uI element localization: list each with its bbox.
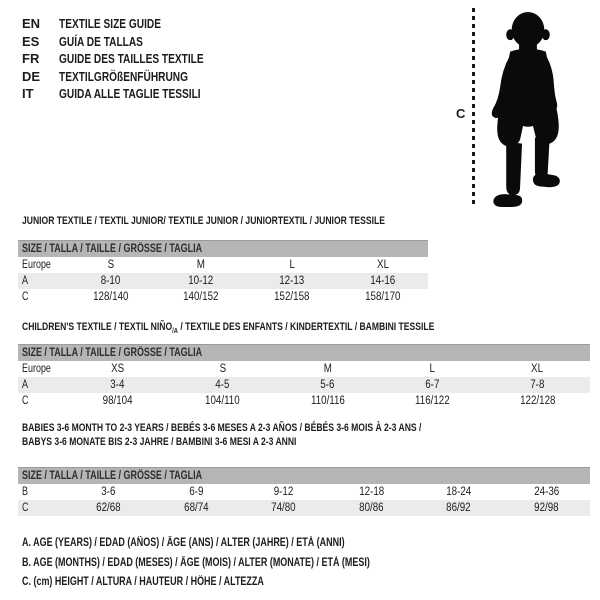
- table-cell: 140/152: [183, 291, 219, 303]
- table-row-height: [18, 289, 428, 305]
- language-title: GUÍA DE TALLAS: [59, 33, 143, 49]
- table-cell: 110/116: [310, 395, 345, 407]
- table-cell: 98/104: [102, 395, 133, 407]
- language-title: GUIDA ALLE TAGLIE TESSILI: [59, 86, 201, 101]
- size-header-band: [18, 344, 590, 361]
- table-cell: 86/92: [446, 502, 471, 514]
- table-cell: 80/86: [359, 502, 384, 514]
- language-row-en: [22, 15, 244, 33]
- babies-title-line2: BABYS 3-6 MONATE BIS 2-3 JAHRE / BAMBINI 3-6 MESI A 2-3 ANNI: [22, 436, 297, 448]
- language-list: [22, 15, 244, 103]
- footnote-c: C. (cm) HEIGHT / ALTURA / HAUTEUR / HÖHE / ALTEZZA: [22, 576, 264, 588]
- language-code: DE: [22, 68, 41, 84]
- junior-section-title-text: JUNIOR TEXTILE / TEXTIL JUNIOR/ TEXTILE JUNIOR / JUNIORTEXTIL / JUNIOR TESSILE: [22, 215, 385, 227]
- row-label: Europe: [22, 363, 51, 375]
- language-row-de: [22, 68, 244, 86]
- height-dotted-line: [472, 8, 475, 207]
- language-title: GUIDE DES TAILLES TEXTILE: [59, 51, 204, 66]
- table-cell: 3-4: [110, 379, 125, 391]
- table-cell: L: [429, 363, 436, 375]
- table-cell: 158/170: [364, 291, 401, 303]
- language-row-fr: [22, 50, 244, 68]
- language-row-it: [22, 85, 244, 103]
- row-label: Europe: [22, 259, 51, 271]
- table-cell: M: [323, 363, 332, 375]
- table-cell: 6-9: [189, 486, 204, 498]
- table-cell: XL: [376, 259, 389, 271]
- row-label: B: [22, 486, 28, 498]
- row-label: C: [22, 395, 29, 407]
- children-size-table: [18, 344, 590, 409]
- table-cell: XL: [531, 363, 544, 375]
- table-cell: 104/110: [205, 395, 240, 407]
- language-title: TEXTILE SIZE GUIDE: [59, 16, 161, 31]
- table-cell: 10-12: [188, 275, 214, 287]
- table-cell: 74/80: [271, 502, 296, 514]
- row-label: A: [22, 275, 28, 287]
- size-header-band: [18, 467, 590, 484]
- table-cell: 9-12: [273, 486, 294, 498]
- footnotes: [22, 534, 468, 593]
- table-cell: 5-6: [320, 379, 335, 391]
- table-cell: 122/128: [519, 395, 556, 407]
- table-cell: 14-16: [370, 275, 396, 287]
- footnote-a: A. AGE (YEARS) / EDAD (AÑOS) / ÂGE (ANS) / ALTER (JAHRE) / ETÀ (ANNI): [22, 537, 345, 549]
- table-cell: 6-7: [425, 379, 440, 391]
- babies-title-line1: BABIES 3-6 MONTH TO 2-3 YEARS / BEBÉS 3-6 MESES A 2-3 AÑOS / BÉBÉS 3-6 MOIS À 2-3 ANS /: [22, 422, 422, 434]
- baby-silhouette-image: [481, 9, 573, 207]
- table-cell: M: [197, 259, 206, 271]
- table-cell: XS: [110, 363, 125, 375]
- junior-section-title: [22, 214, 487, 228]
- babies-section-title: [22, 421, 534, 449]
- language-code: EN: [22, 16, 41, 31]
- table-cell: 128/140: [92, 291, 129, 303]
- table-cell: S: [107, 259, 114, 271]
- junior-size-table: [18, 240, 428, 305]
- table-cell: 12-13: [279, 275, 305, 287]
- language-code: ES: [22, 33, 40, 49]
- table-row-europe: [18, 257, 428, 273]
- table-cell: 24-36: [533, 486, 559, 498]
- table-cell: 18-24: [446, 486, 472, 498]
- language-row-es: [22, 33, 244, 51]
- size-header-band: [18, 240, 428, 257]
- height-measure-label: C: [456, 106, 466, 121]
- language-code: IT: [22, 86, 34, 101]
- table-cell: 7-8: [530, 379, 545, 391]
- table-cell: 8-10: [100, 275, 121, 287]
- table-cell: 62/68: [96, 502, 121, 514]
- table-cell: 4-5: [215, 379, 230, 391]
- language-code: FR: [22, 51, 40, 66]
- table-cell: 92/98: [534, 502, 559, 514]
- table-cell: 116/122: [415, 395, 450, 407]
- size-header-label: SIZE / TALLA / TAILLE / GRÖSSE / TAGLIA: [22, 243, 203, 255]
- table-cell: 152/158: [274, 291, 310, 303]
- language-title: TEXTILGRÖßENFÜHRUNG: [59, 68, 189, 84]
- table-row-height: [18, 393, 590, 409]
- row-label: C: [22, 502, 29, 514]
- table-row-age-months: [18, 484, 590, 500]
- row-label: A: [22, 379, 28, 391]
- children-section-title: [22, 320, 551, 338]
- table-cell: 3-6: [101, 486, 116, 498]
- table-row-europe: [18, 361, 590, 377]
- row-label: C: [22, 291, 29, 303]
- table-cell: 68/74: [184, 502, 209, 514]
- table-row-height: [18, 500, 590, 516]
- table-cell: S: [219, 363, 226, 375]
- children-title-subscript: /A: [172, 326, 178, 336]
- table-cell: L: [289, 259, 295, 271]
- babies-size-table: [18, 467, 590, 516]
- table-cell: 12-18: [358, 486, 384, 498]
- footnote-b: B. AGE (MONTHS) / EDAD (MESES) / ÂGE (MOIS) / ALTER (MONATE) / ETÀ (MESI): [22, 556, 370, 569]
- size-header-label: SIZE / TALLA / TAILLE / GRÖSSE / TAGLIA: [22, 470, 203, 482]
- table-row-age: [18, 377, 590, 393]
- table-row-age: [18, 273, 428, 289]
- size-header-label: SIZE / TALLA / TAILLE / GRÖSSE / TAGLIA: [22, 347, 203, 359]
- children-section-title-text: CHILDREN'S TEXTILE / TEXTIL $NIÑO_{/A}$ / TEXTILE DES ENFANTS / KINDERTEXTIL / BAMBINI TESSILE: [22, 321, 435, 336]
